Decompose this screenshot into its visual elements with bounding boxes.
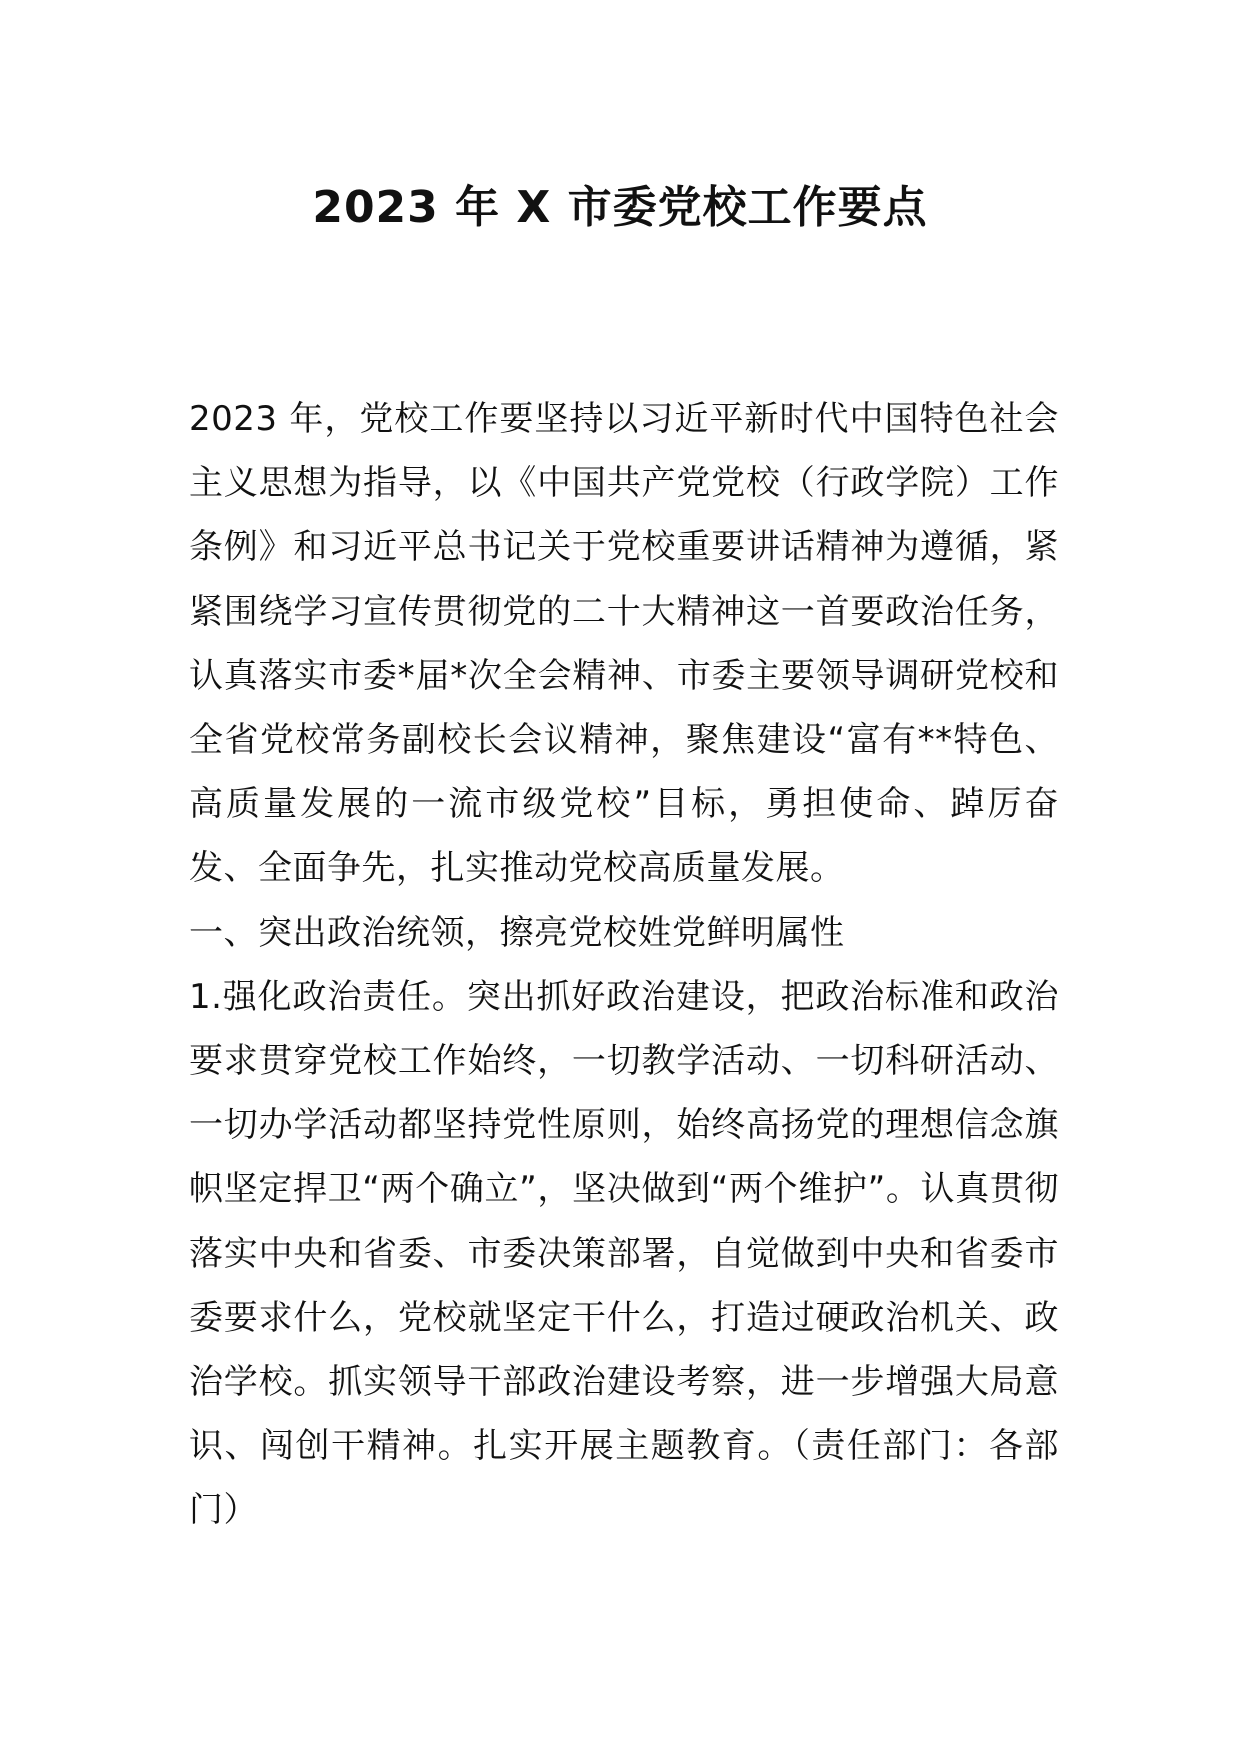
item-paragraph: 1.强化政治责任。突出抓好政治建设，把政治标准和政治要求贯穿党校工作始终，一切教学活动、一切科研活动、一切办学活动都坚持党性原则，始终高扬党的理想信念旗帜坚定捍卫“两个确立”，坚决做到“两个维护”。认真贯彻落实中央和省委、市委决策部署，自觉做到中央和省委市委要求什么，党校就坚定干什么，打造过硬政治机关、政治学校。抓实领导干部政治建设考察，进一步增强大局意识、闯创干精神。扎实开展主题教育。（责任部门：各部门） bbox=[189, 976, 1059, 1531]
document-title: 2023 年 X 市委党校工作要点 bbox=[312, 182, 928, 233]
document-body bbox=[189, 387, 1059, 1543]
intro-paragraph: 2023 年，党校工作要坚持以习近平新时代中国特色社会主义思想为指导，以《中国共产党党校（行政学院）工作条例》和习近平总书记关于党校重要讲话精神为遵循，紧紧围绕学习宣传贯彻党的二十大精神这一首要政治任务，认真落实市委*届*次全会精神、市委主要领导调研党校和全省党校常务副校长会议精神，聚焦建设“富有**特色、高质量发展的一流市级党校”目标，勇担使命、踔厉奋发、全面争先，扎实推动党校高质量发展。 bbox=[189, 399, 1059, 889]
section-heading: 一、突出政治统领，擦亮党校姓党鲜明属性 bbox=[189, 912, 845, 953]
